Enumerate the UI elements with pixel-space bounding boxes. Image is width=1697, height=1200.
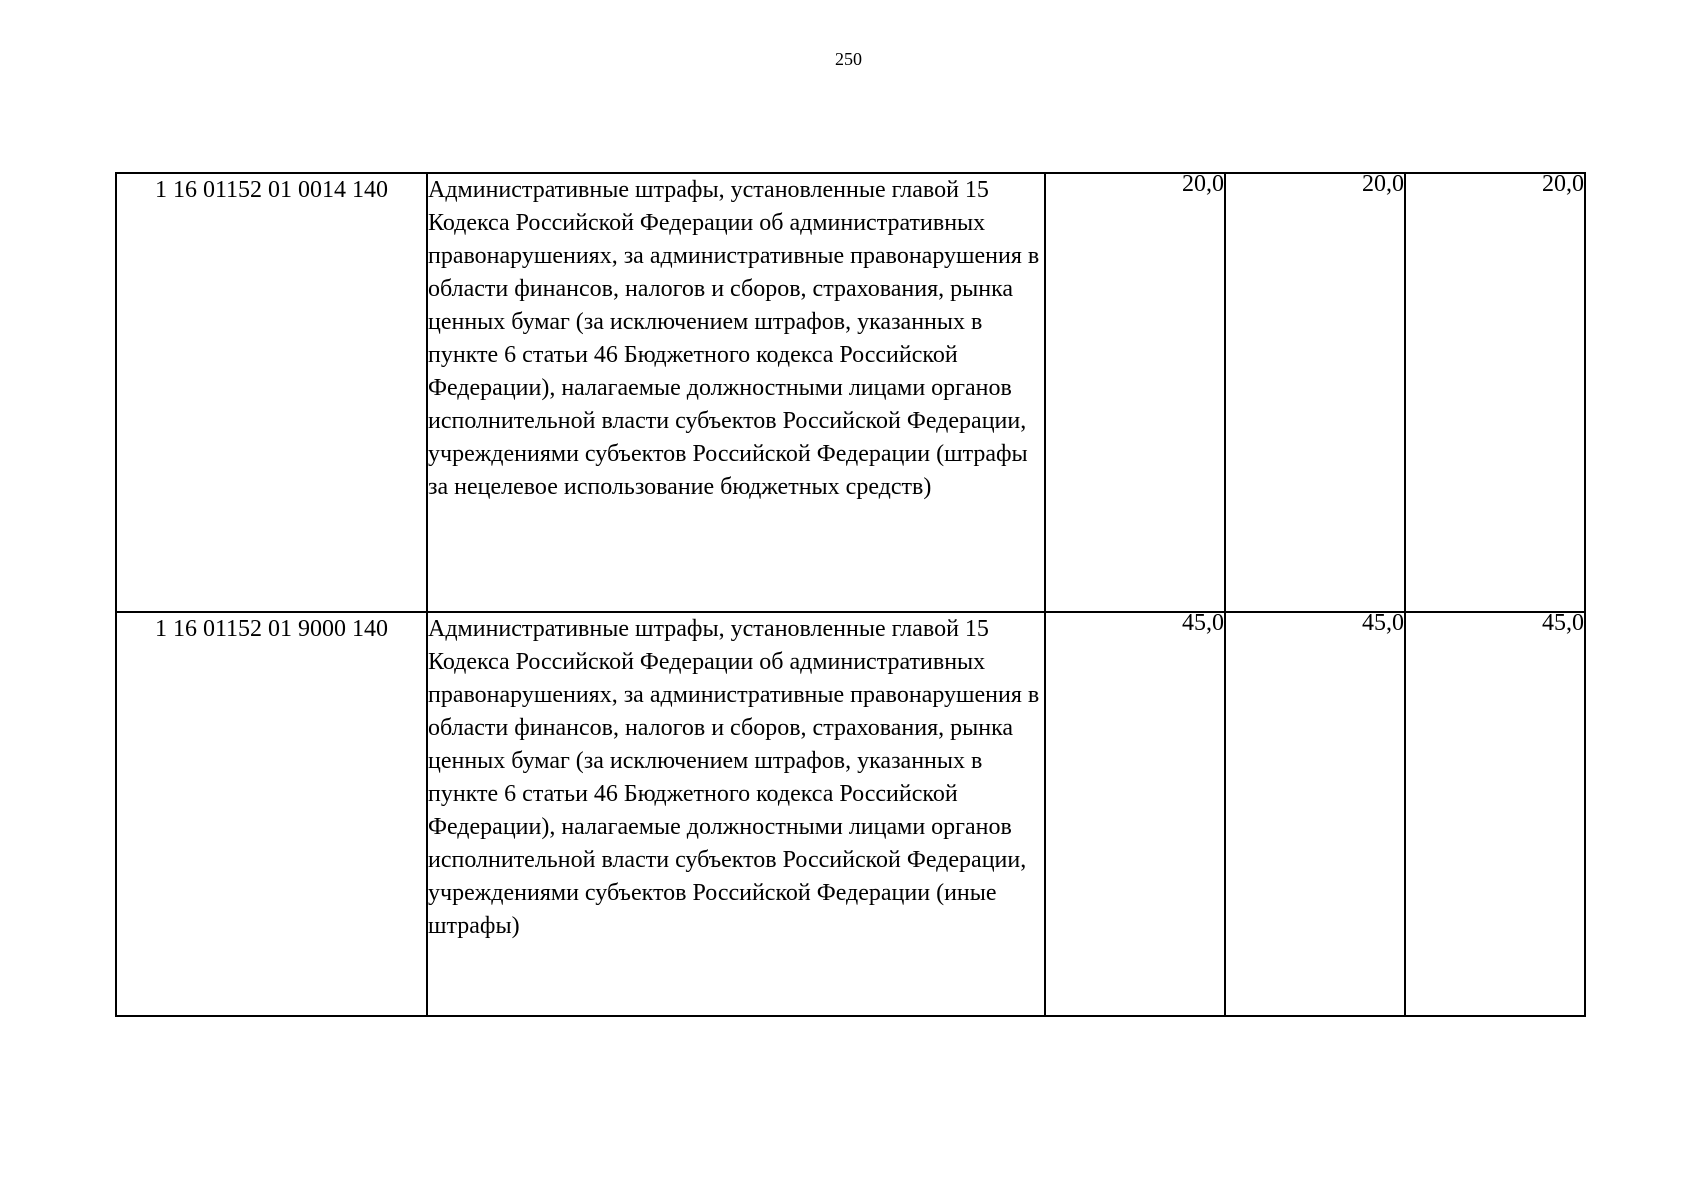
value-cell-year-1	[1045, 173, 1225, 612]
value-cell-year-2	[1225, 612, 1405, 1016]
value-text: 45,0	[1542, 610, 1584, 636]
value-cell-year-2	[1225, 173, 1405, 612]
value-cell-year-1	[1045, 612, 1225, 1016]
budget-revenue-table	[115, 172, 1586, 1017]
revenue-code-cell: 1 16 01152 01 0014 140	[116, 173, 427, 612]
value-text: 20,0	[1362, 171, 1404, 197]
revenue-description-cell: Административные штрафы, установленные главой 15 Кодекса Российской Федерации об административных правонарушениях, за административные правонарушения в области финансов, налогов и сборов, страхования, рынка ценных бумаг (за исключением штрафов, указанных в пункте 6 статьи 46 Бюджетного кодекса Российской Федерации), налагаемые должностными лицами органов исполнительной власти субъектов Российской Федерации, учреждениями субъектов Российской Федерации (штрафы за нецелевое использование бюджетных средств)	[427, 173, 1045, 612]
value-text: 20,0	[1182, 171, 1224, 197]
revenue-code-cell: 1 16 01152 01 9000 140	[116, 612, 427, 1016]
value-text: 45,0	[1182, 610, 1224, 636]
value-text: 20,0	[1542, 171, 1584, 197]
value-text: 45,0	[1362, 610, 1404, 636]
value-cell-year-3	[1405, 612, 1585, 1016]
page-number: 250	[835, 49, 862, 69]
revenue-description-cell: Административные штрафы, установленные главой 15 Кодекса Российской Федерации об административных правонарушениях, за административные правонарушения в области финансов, налогов и сборов, страхования, рынка ценных бумаг (за исключением штрафов, указанных в пункте 6 статьи 46 Бюджетного кодекса Российской Федерации), налагаемые должностными лицами органов исполнительной власти субъектов Российской Федерации, учреждениями субъектов Российской Федерации (иные штрафы)	[427, 612, 1045, 1016]
table-row	[116, 612, 1585, 1016]
value-cell-year-3	[1405, 173, 1585, 612]
table-row	[116, 173, 1585, 612]
